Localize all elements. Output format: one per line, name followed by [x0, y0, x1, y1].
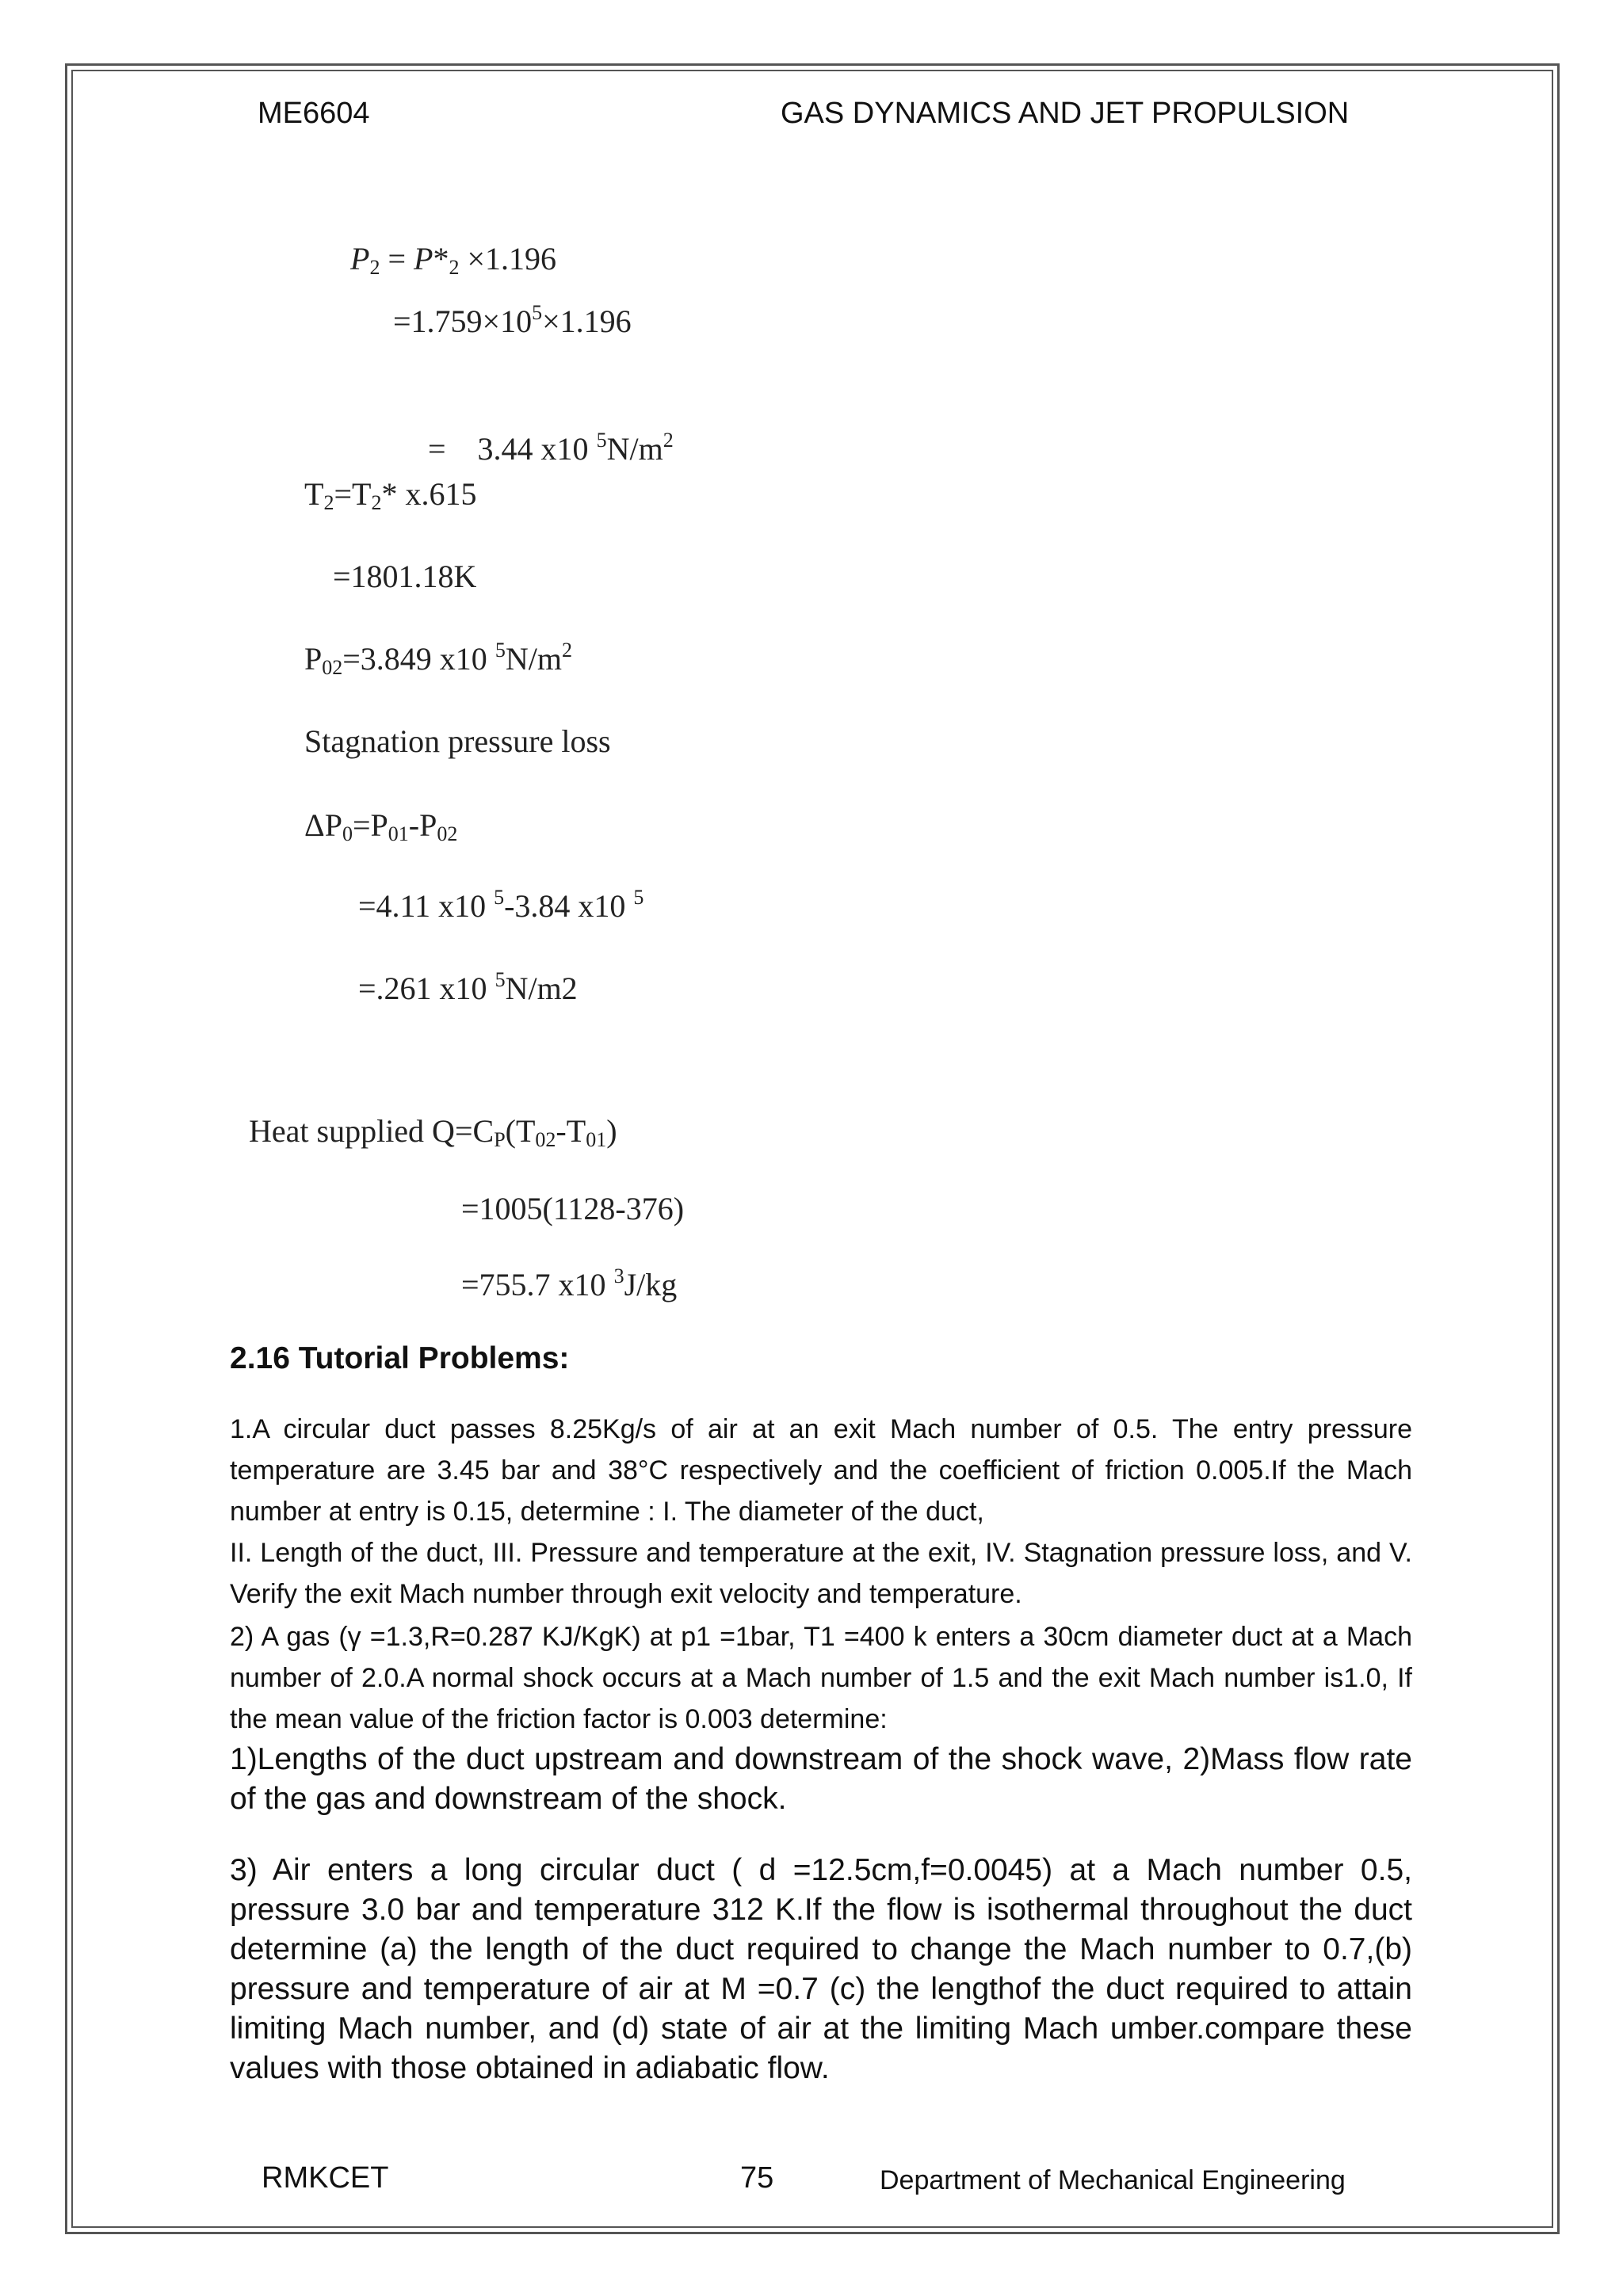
- eq-heat-calc: =1005(1128-376): [461, 1191, 685, 1226]
- problem-3: 3) Air enters a long circular duct ( d =12.5cm,f=0.0045) at a Mach number 0.5, pressure 3.0 bar and temperature 312 K.If the flow is isothermal throughout the duct determine (a) the length of the duct required to change the Mach number to 0.7,(b) pressure and temperature of air at M =0.7 (c) the lengthof the duct required to attain limiting Mach number, and (d) state of air at the limiting Mach umber.compare these values with those obtained in adiabatic flow.: [230, 1853, 1412, 2085]
- eq-p2-formula: $P_2 = P*_2 \times 1.196$: [350, 241, 556, 279]
- eq-dp-calc: =4.11 x10 $^5$-3.84 x10 $^5$: [358, 886, 644, 924]
- eq-t2-result: =1801.18K: [333, 559, 477, 594]
- eq-heat-result: =755.7 x10 $^3$J/kg: [461, 1264, 678, 1302]
- eq-heat-formula: Heat supplied $Q=C_P(T_{02}-T_{01})$: [249, 1113, 617, 1151]
- footer-institution: RMKCET: [262, 2161, 389, 2195]
- eq-p2-result: = 3.44 x10 $^5N/m^2$: [428, 429, 674, 467]
- problem-2-continued: 1)Lengths of the duct upstream and downstream of the shock wave, 2)Mass flow rate of the gas and downstream of the shock.: [230, 1742, 1412, 1816]
- footer-page-number: 75: [740, 2161, 774, 2195]
- problem-2: 2) A gas (γ =1.3,R=0.287 KJ/KgK) at p1 =1bar, T1 =400 k enters a 30cm diameter duct at a Mach number of 2.0.A normal shock occurs at a Mach number of 1.5 and the exit Mach number is1.0, If the mean value of the friction factor is 0.003 determine:: [230, 1622, 1412, 1734]
- section-title: 2.16 Tutorial Problems:: [230, 1341, 570, 1375]
- eq-p2-calc: $=1.759\times 10^5\times 1.196$: [393, 301, 632, 339]
- footer-department: Department of Mechanical Engineering: [880, 2165, 1346, 2195]
- header-course-code: ME6604: [258, 97, 370, 130]
- eq-p02: $P_{02}=3.849$ x10 $^5N/m^2$: [304, 639, 572, 679]
- header-course-title: GAS DYNAMICS AND JET PROPULSION: [781, 97, 1350, 130]
- stagnation-label: Stagnation pressure loss: [304, 723, 611, 759]
- eq-p2-formula-tail: ×1.196: [467, 241, 556, 277]
- problem-1: 1.A circular duct passes 8.25Kg/s of air at an exit Mach number of 0.5. The entry pressure temperature are 3.45 bar and 38°C respectively and the coefficient of friction 0.005.If the Mach number at entry is 0.15, determine : I. The diameter of the duct,: [230, 1414, 1412, 1527]
- eq-t2-formula: $T_2=T_2*$ x.615: [304, 476, 477, 514]
- eq-dp-result: =.261 x10 $^5$N/m2: [358, 968, 578, 1006]
- eq-dp-formula: $\Delta P_0=P_{01}-P_{02}$: [304, 807, 458, 845]
- problem-1-continued: II. Length of the duct, III. Pressure and temperature at the exit, IV. Stagnation pressure loss, and V. Verify the exit Mach number through exit velocity and temperature.: [230, 1538, 1412, 1609]
